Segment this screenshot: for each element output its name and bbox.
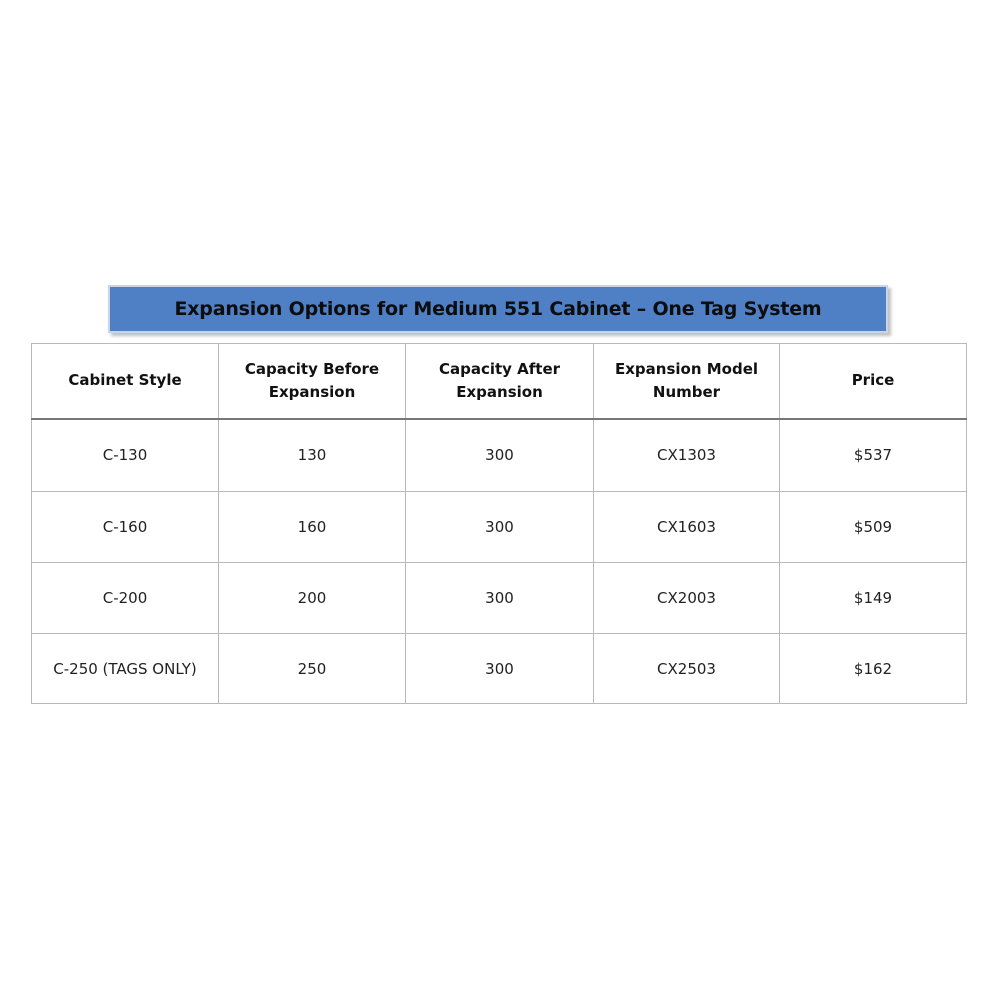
table-row [32, 563, 967, 634]
header-row [32, 344, 967, 419]
title-banner [108, 285, 888, 333]
header-capacity-after-line2: Expansion [456, 382, 543, 401]
cell-capacity-after: 300 [406, 634, 594, 704]
cell-price: $162 [780, 634, 967, 704]
cell-expansion-model: CX1303 [594, 419, 780, 492]
table-row [32, 492, 967, 563]
cell-capacity-after: 300 [406, 419, 594, 492]
header-capacity-before-line2: Expansion [268, 382, 356, 401]
header-capacity-before [219, 344, 406, 419]
cell-expansion-model: CX2003 [594, 563, 780, 634]
header-price-label: Price [851, 371, 895, 390]
cell-price: $509 [780, 492, 967, 563]
cell-capacity-before: 160 [219, 492, 406, 563]
cell-cabinet-style: C-130 [32, 419, 219, 492]
header-expansion-model-line1: Expansion Model [614, 359, 759, 378]
cell-capacity-before: 250 [219, 634, 406, 704]
table-title: Expansion Options for Medium 551 Cabinet – One Tag System [174, 298, 822, 320]
header-capacity-after-line1: Capacity After [438, 359, 561, 378]
header-cabinet-style-label: Cabinet Style [68, 371, 182, 390]
header-expansion-model-line2: Number [652, 382, 721, 401]
cell-capacity-after: 300 [406, 492, 594, 563]
expansion-options-table [31, 343, 967, 704]
table-row [32, 634, 967, 704]
cell-cabinet-style: C-200 [32, 563, 219, 634]
header-capacity-before-line1: Capacity Before [244, 359, 380, 378]
cell-capacity-before: 200 [219, 563, 406, 634]
header-expansion-model [594, 344, 780, 419]
header-capacity-after [406, 344, 594, 419]
table-row [32, 419, 967, 492]
cell-cabinet-style: C-250 (TAGS ONLY) [32, 634, 219, 704]
header-cabinet-style [32, 344, 219, 419]
cell-expansion-model: CX1603 [594, 492, 780, 563]
cell-cabinet-style: C-160 [32, 492, 219, 563]
cell-price: $537 [780, 419, 967, 492]
cell-capacity-after: 300 [406, 563, 594, 634]
cell-expansion-model: CX2503 [594, 634, 780, 704]
header-price [780, 344, 967, 419]
cell-price: $149 [780, 563, 967, 634]
cell-capacity-before: 130 [219, 419, 406, 492]
